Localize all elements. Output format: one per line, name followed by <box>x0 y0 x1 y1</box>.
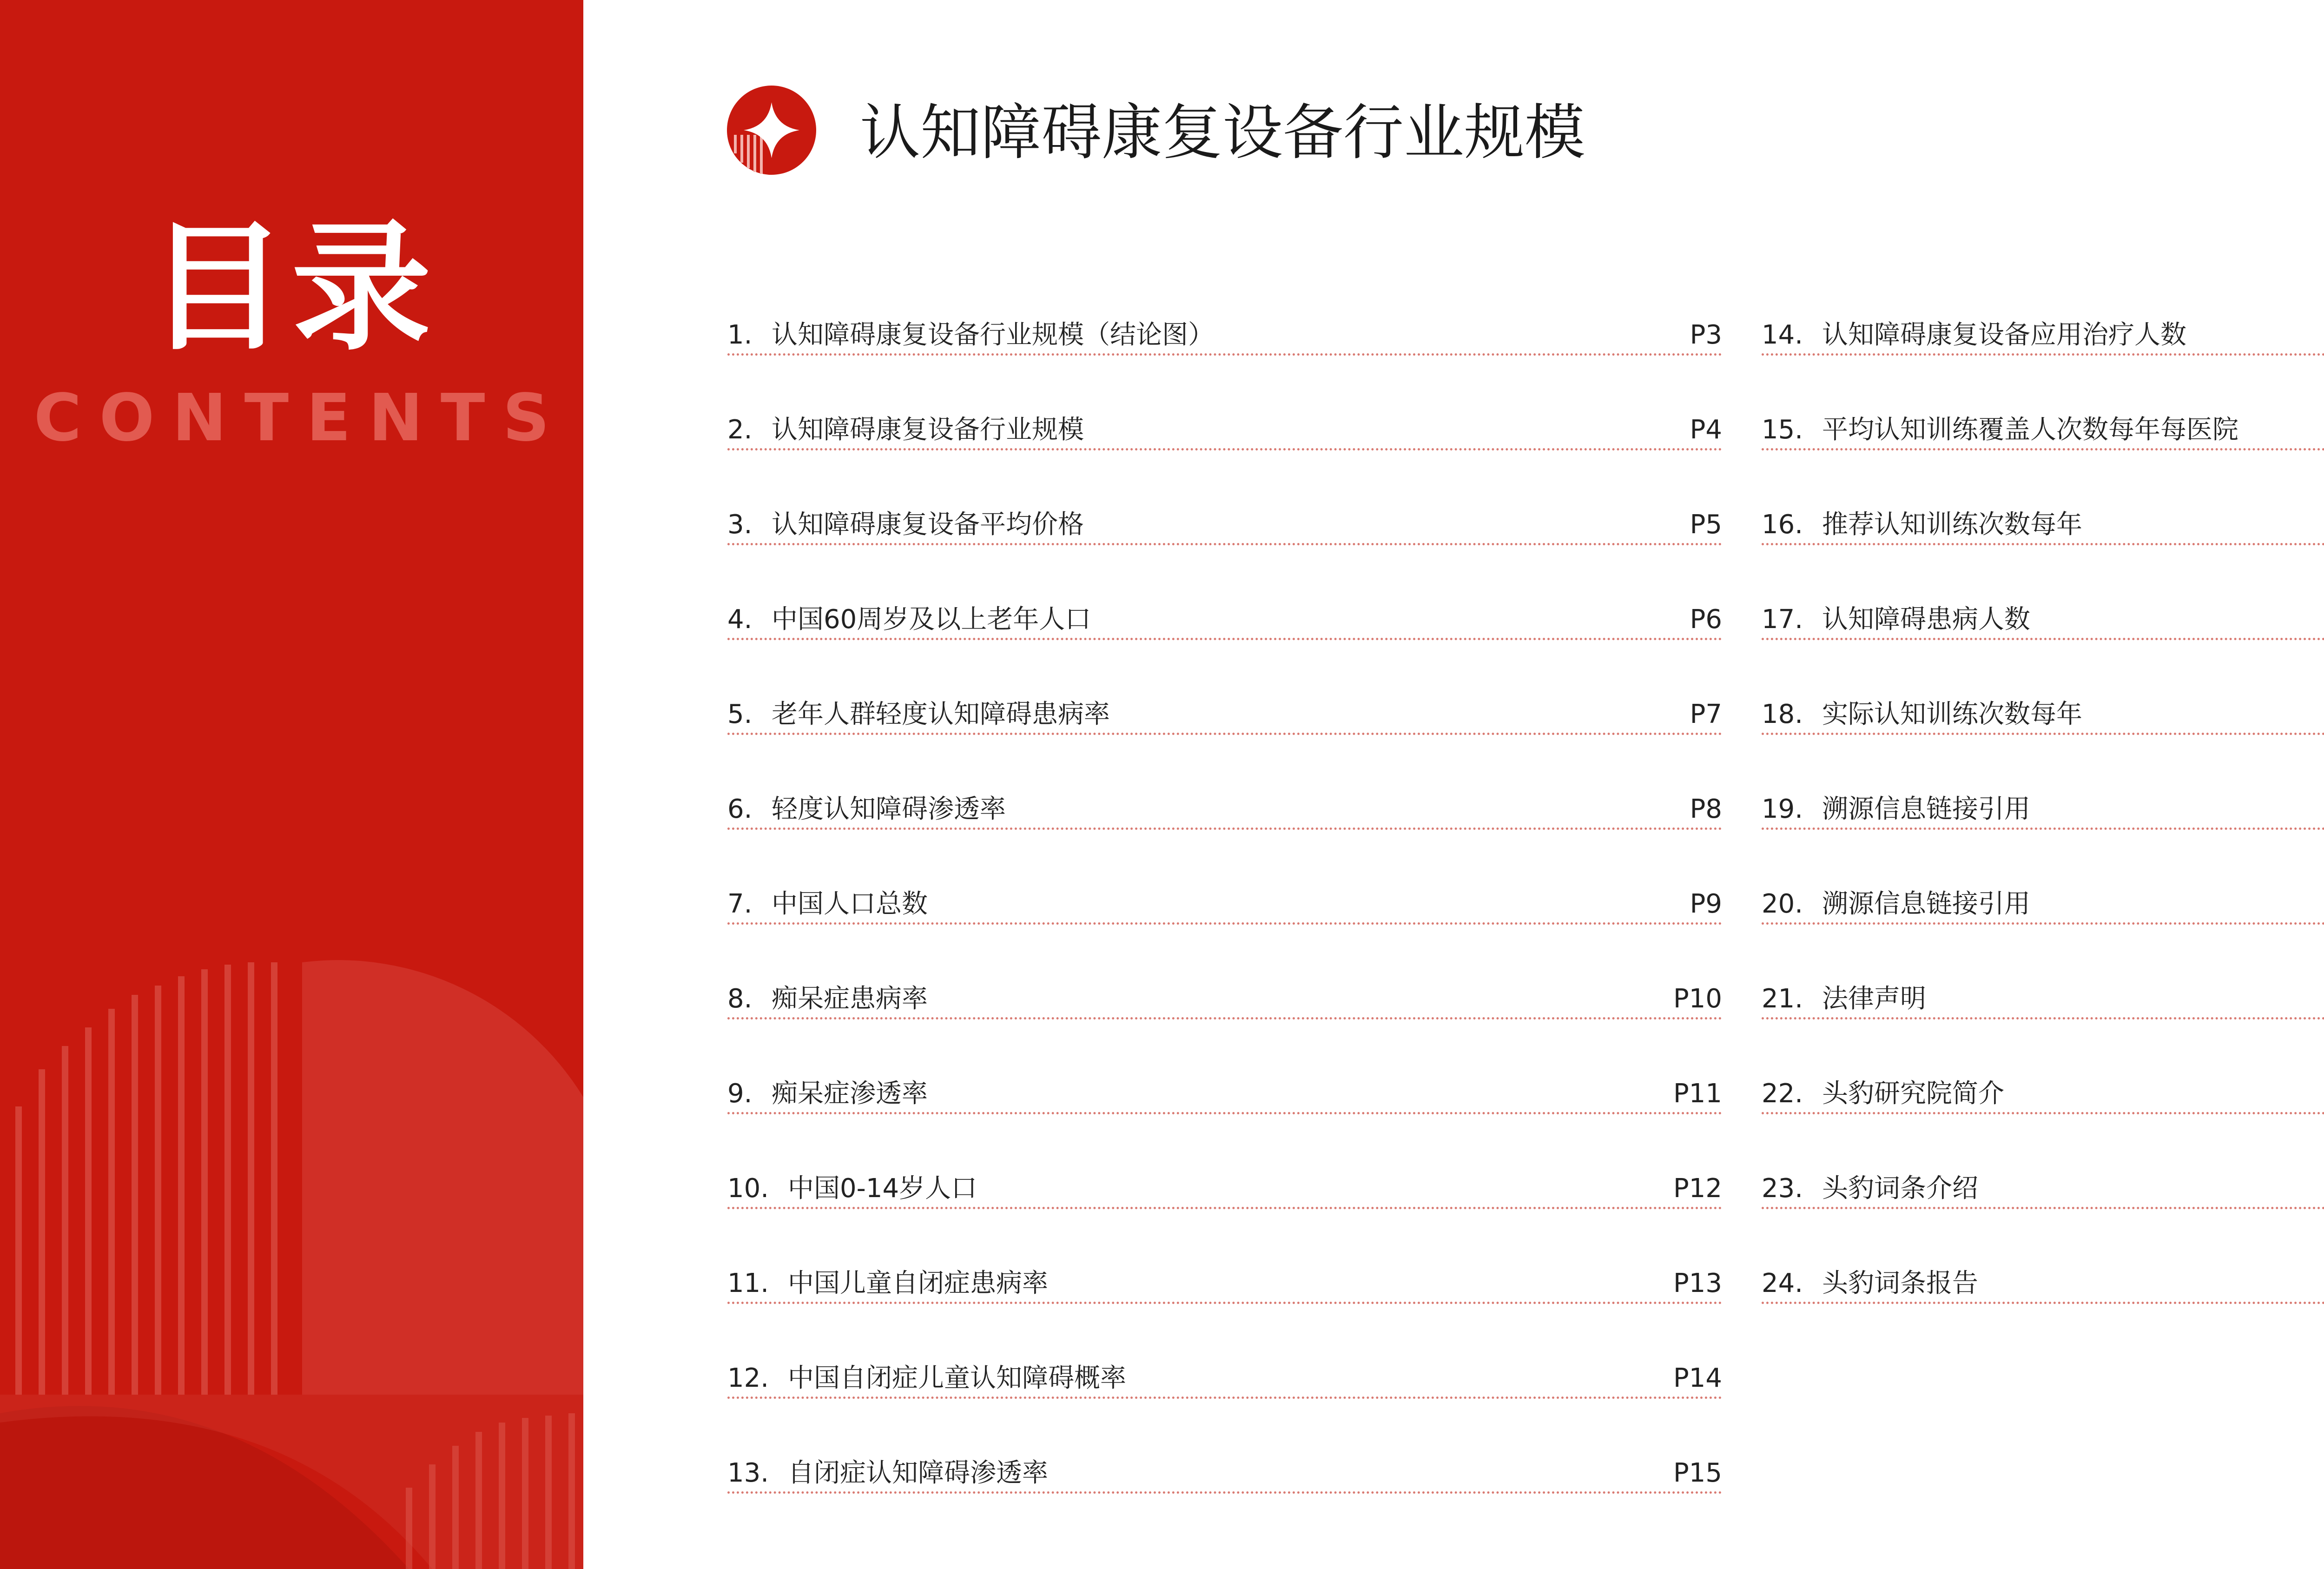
toc-item-page: P3 <box>1690 320 1722 350</box>
toc-item-label: 中国自闭症儿童认知障碍概率 <box>788 1363 1126 1393</box>
toc-item-page: P9 <box>1690 889 1722 919</box>
toc-item[interactable] <box>1762 1163 2324 1209</box>
toc-item-label: 头豹研究院简介 <box>1822 1079 2004 1109</box>
toc-item-number: 18. <box>1762 699 1803 729</box>
toc-item-number: 15. <box>1762 415 1803 445</box>
toc-item-label: 中国儿童自闭症患病率 <box>788 1268 1048 1298</box>
toc-item-label: 推荐认知训练次数每年 <box>1822 510 2082 540</box>
toc-item-number: 17. <box>1762 604 1803 635</box>
toc-item-label: 头豹词条介绍 <box>1822 1173 1978 1204</box>
toc-item[interactable] <box>727 689 1722 735</box>
toc-item[interactable] <box>727 309 1722 356</box>
toc-item-page: P11 <box>1673 1079 1722 1109</box>
brand-logo-icon <box>725 84 818 177</box>
toc-item[interactable] <box>727 973 1722 1020</box>
toc-item-page: P13 <box>1673 1268 1722 1298</box>
toc-item[interactable] <box>1762 1258 2324 1304</box>
page-title: 认知障碍康复设备行业规模 <box>860 97 1585 168</box>
toc-item-label: 痴呆症患病率 <box>772 984 928 1014</box>
toc-item[interactable] <box>1762 594 2324 640</box>
toc-item[interactable] <box>1762 309 2324 356</box>
toc-item-page: P10 <box>1673 984 1722 1014</box>
toc-item[interactable] <box>1762 1068 2324 1114</box>
toc-item-page: P12 <box>1673 1173 1722 1204</box>
toc-item-number: 21. <box>1762 984 1803 1014</box>
toc-item-number: 11. <box>727 1268 769 1298</box>
toc-item[interactable] <box>1762 404 2324 450</box>
toc-item[interactable] <box>1762 689 2324 735</box>
toc-item-number: 22. <box>1762 1079 1803 1109</box>
toc-item-number: 14. <box>1762 320 1803 350</box>
toc-item-number: 5. <box>727 699 753 729</box>
toc-item[interactable] <box>727 1352 1722 1399</box>
sidebar-title: 目录 <box>147 207 436 369</box>
toc-item[interactable] <box>727 404 1722 450</box>
toc-item-page: P14 <box>1673 1363 1722 1393</box>
toc-item[interactable] <box>727 499 1722 545</box>
toc-item-label: 认知障碍康复设备平均价格 <box>772 510 1084 540</box>
toc-item-page: P8 <box>1690 794 1722 824</box>
toc-item-page: P15 <box>1673 1458 1722 1488</box>
toc-item-number: 20. <box>1762 889 1803 919</box>
toc-item-label: 认知障碍患病人数 <box>1822 604 2030 635</box>
toc-item-label: 法律声明 <box>1822 984 1926 1014</box>
toc-item-number: 23. <box>1762 1173 1803 1204</box>
toc-item-label: 认知障碍康复设备行业规模（结论图） <box>772 320 1214 350</box>
toc-item[interactable] <box>727 594 1722 640</box>
sidebar-subtitle: CONTENTS <box>33 380 568 456</box>
toc-item-label: 认知障碍康复设备行业规模 <box>772 415 1084 445</box>
toc-item-number: 6. <box>727 794 753 824</box>
toc-item[interactable] <box>727 1258 1722 1304</box>
toc-item-number: 24. <box>1762 1268 1803 1298</box>
toc-item-page: P6 <box>1690 604 1722 635</box>
toc-item-number: 2. <box>727 415 753 445</box>
toc-item-label: 头豹词条报告 <box>1822 1268 1978 1298</box>
toc-item[interactable] <box>1762 499 2324 545</box>
toc-item-label: 自闭症认知障碍渗透率 <box>788 1458 1048 1488</box>
toc-item-label: 溯源信息链接引用 <box>1822 889 2030 919</box>
toc-item-label: 中国60周岁及以上老年人口 <box>772 604 1091 635</box>
toc-item[interactable] <box>727 878 1722 925</box>
toc-item-label: 中国0-14岁人口 <box>788 1173 977 1204</box>
toc-item-number: 13. <box>727 1458 769 1488</box>
toc-item[interactable] <box>727 783 1722 830</box>
toc-item[interactable] <box>727 1163 1722 1209</box>
toc-item-label: 轻度认知障碍渗透率 <box>772 794 1006 824</box>
toc-item-label: 痴呆症渗透率 <box>772 1079 928 1109</box>
toc-item-page: P5 <box>1690 510 1722 540</box>
toc-item[interactable] <box>1762 878 2324 925</box>
toc-item-label: 溯源信息链接引用 <box>1822 794 2030 824</box>
toc-item[interactable] <box>727 1068 1722 1114</box>
toc-item-number: 4. <box>727 604 753 635</box>
toc-item-number: 10. <box>727 1173 769 1204</box>
toc-item-number: 1. <box>727 320 753 350</box>
toc-item-number: 12. <box>727 1363 769 1393</box>
toc-item-label: 老年人群轻度认知障碍患病率 <box>772 699 1110 729</box>
toc-item-number: 19. <box>1762 794 1803 824</box>
toc-item-label: 平均认知训练覆盖人次数每年每医院 <box>1822 415 2238 445</box>
toc-item-label: 实际认知训练次数每年 <box>1822 699 2082 729</box>
toc-item-number: 8. <box>727 984 753 1014</box>
toc-item-number: 9. <box>727 1079 753 1109</box>
toc-item-page: P4 <box>1690 415 1722 445</box>
toc-item-number: 3. <box>727 510 753 540</box>
toc-item[interactable] <box>1762 783 2324 830</box>
toc-item-label: 中国人口总数 <box>772 889 928 919</box>
toc-item-number: 16. <box>1762 510 1803 540</box>
toc-item[interactable] <box>1762 973 2324 1020</box>
toc-item-label: 认知障碍康复设备应用治疗人数 <box>1822 320 2186 350</box>
toc-item-page: P7 <box>1690 699 1722 729</box>
sidebar-panel <box>0 0 583 1569</box>
toc-item[interactable] <box>727 1447 1722 1494</box>
toc-item-number: 7. <box>727 889 753 919</box>
